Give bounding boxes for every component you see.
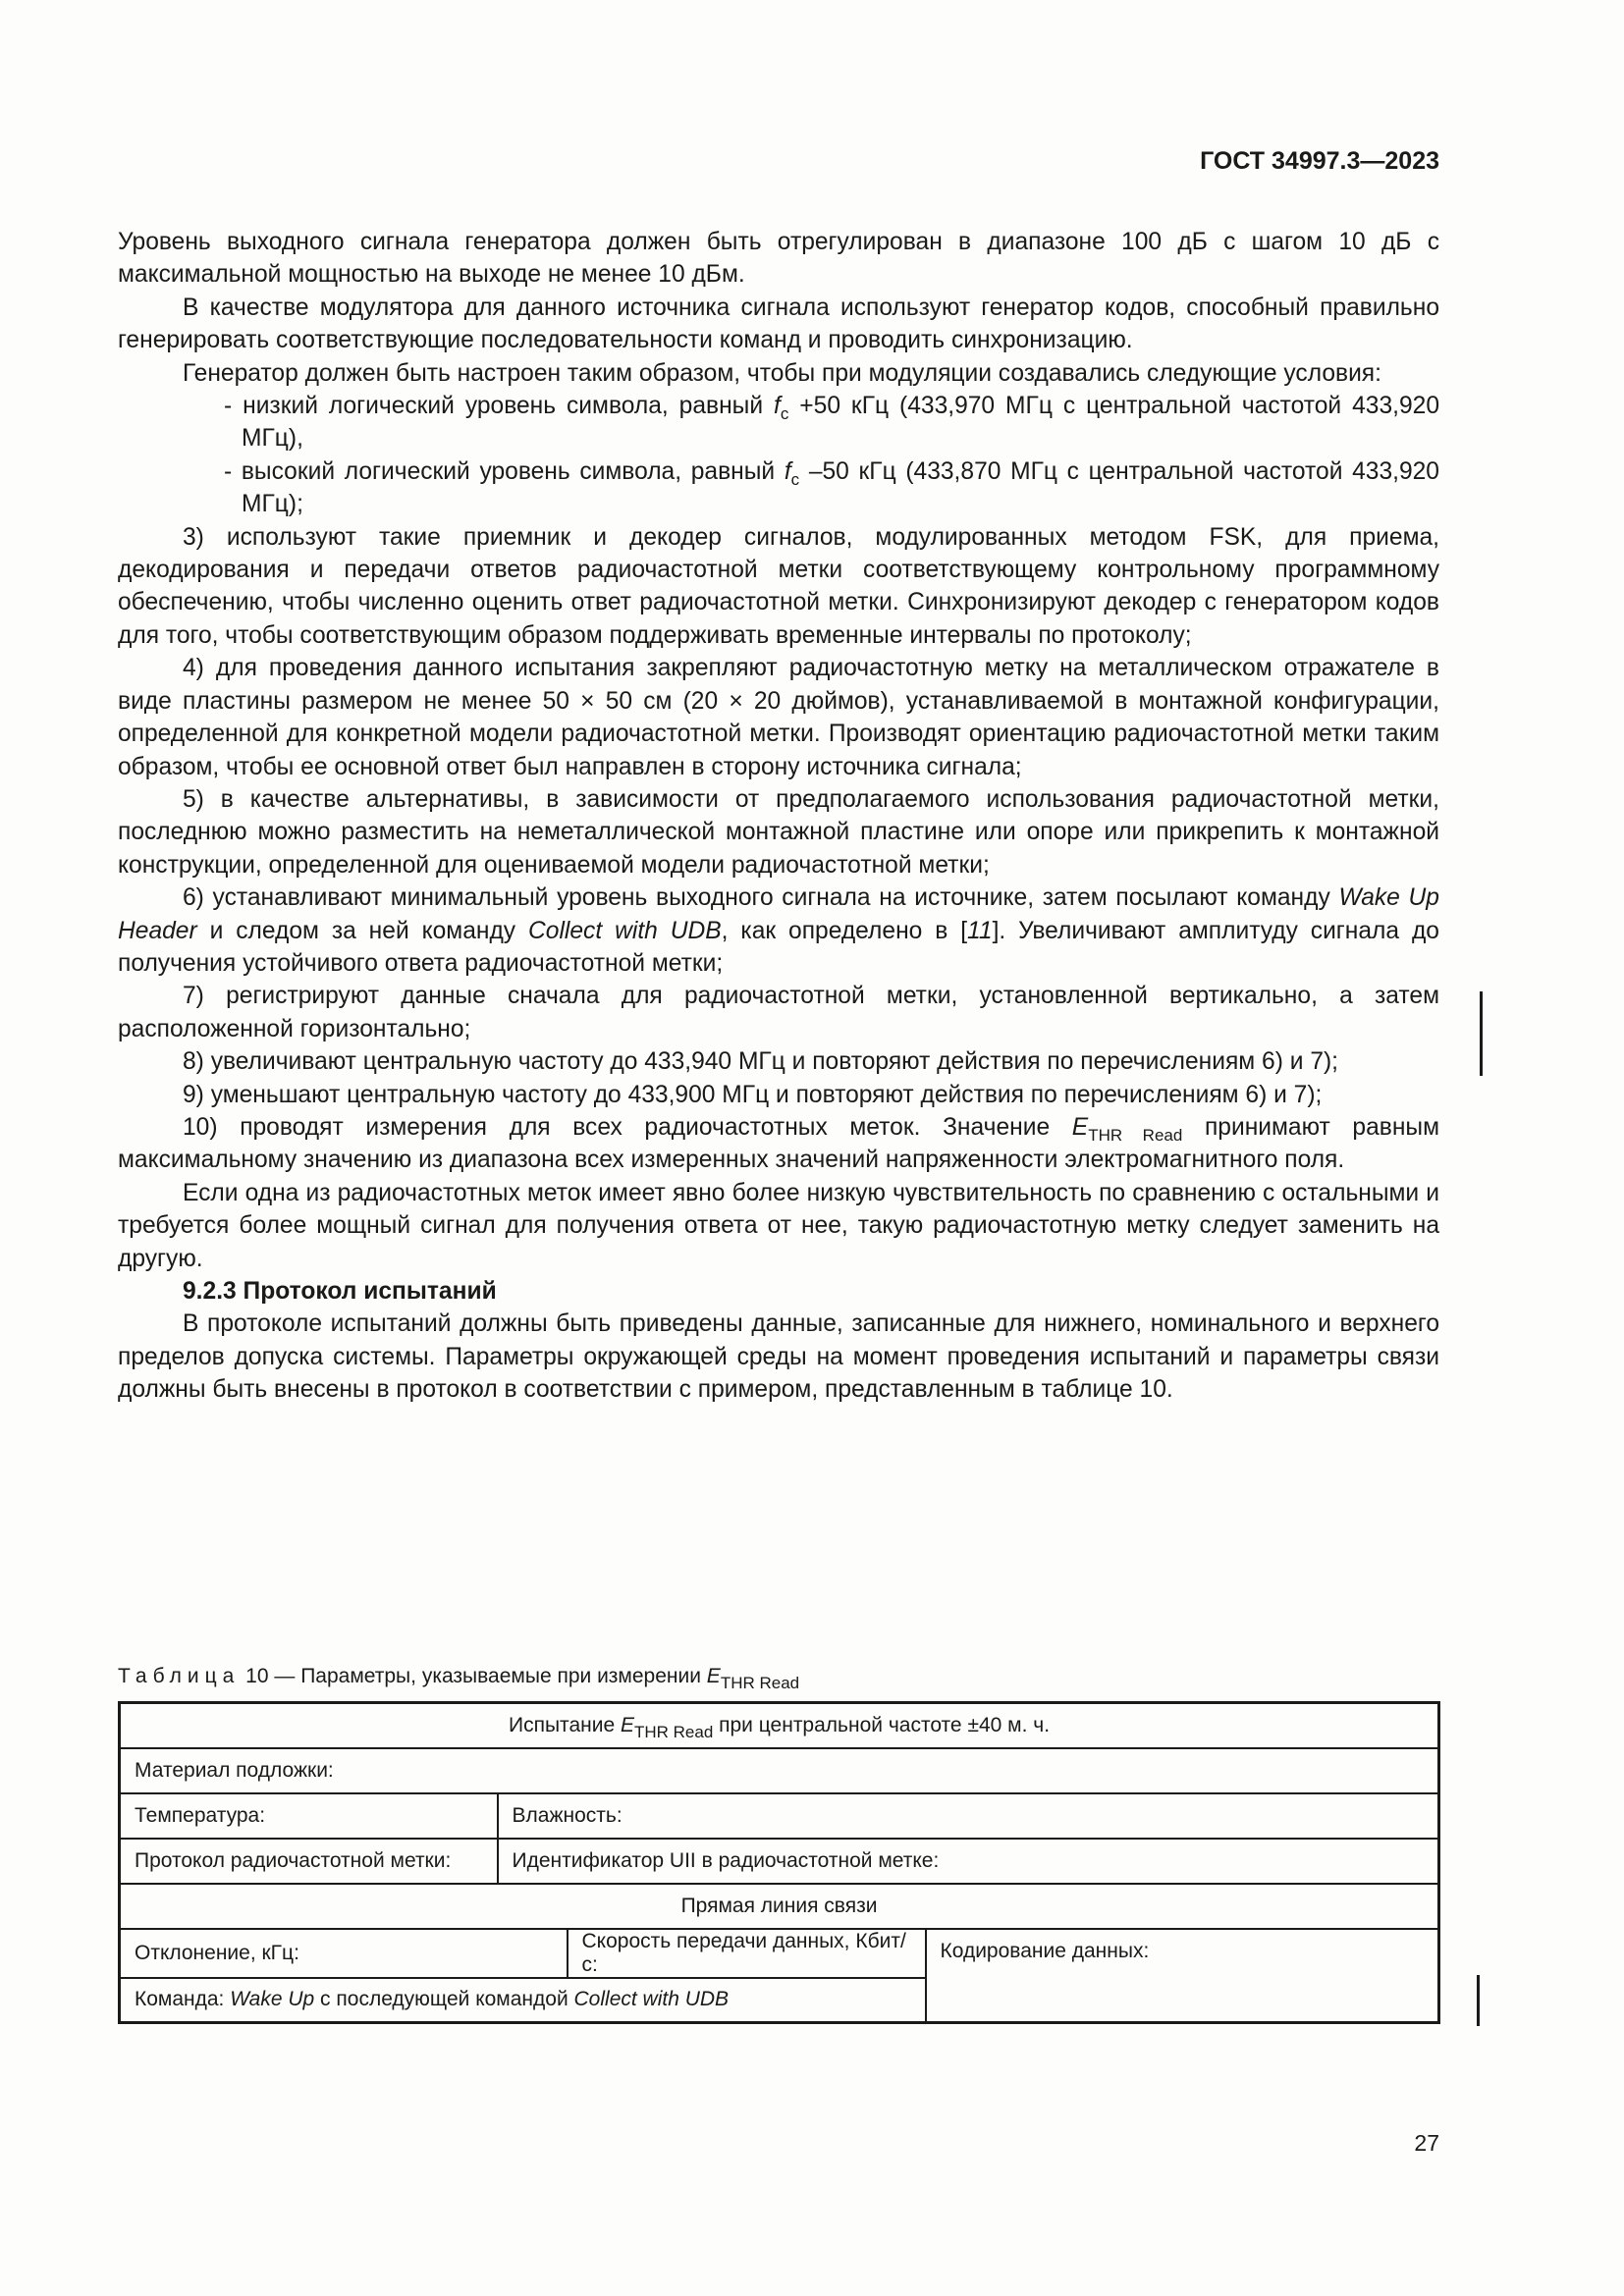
- table-cell: Влажность:: [498, 1793, 1439, 1839]
- table-cell: Материал подложки:: [120, 1748, 1439, 1793]
- list-item: 7) регистрируют данные сначала для радиочастотной метки, установленной вертикально, а затем расположенной горизонтально;: [118, 983, 1439, 1042]
- section-heading: 9.2.3 Протокол испытаний: [183, 1278, 497, 1305]
- paragraph: Если одна из радиочастотных меток имеет явно более низкую чувствительность по сравнению с остальными и требуется более мощный сигнал для получения ответа от нее, такую радиочастотную метку следует заменить на другую.: [118, 1179, 1439, 1272]
- list-item: 3) используют такие приемник и декодер сигналов, модулированных методом FSK, для приема, декодирования и передачи ответов радиочастотной метки соответствующему контрольному программному обеспечению, чтобы численно оценить ответ радиочастотной метки. Синхронизируют декодер с генератором кодов для того, чтобы соответствующим образом поддерживать временные интервалы по протоколу;: [118, 523, 1439, 649]
- body-text: [118, 226, 1439, 1407]
- table-cell: Температура:: [120, 1793, 498, 1839]
- list-item: 6) устанавливают минимальный уровень выходного сигнала на источнике, затем посылают команду Wake Up Header и следом за ней команду Collect with UDB, как определено в [11]. Увеличивают амплитуду сигнала до получения устойчивого ответа радиочастотной метки;: [118, 884, 1439, 977]
- list-item: 4) для проведения данного испытания закрепляют радиочастотную метку на металлическом отражателе в виде пластины размером не менее 50 × 50 см (20 × 20 дюймов), устанавливаемой в монтажной конфигурации, определенной для конкретной модели радиочастотной метки. Производят ориентацию радиочастотной метки таким образом, чтобы ее основной ответ был направлен в сторону источника сигнала;: [118, 655, 1439, 780]
- list-item-dash: - высокий логический уровень символа, равный $f_c$ –50 кГц (433,870 МГц с центральной частотой 433,920 МГц);: [224, 457, 1439, 518]
- table-cell: Команда: Wake Up с последующей командой Collect with UDB: [120, 1978, 926, 2023]
- paragraph: Уровень выходного сигнала генератора должен быть отрегулирован в диапазоне 100 дБ с шагом 10 дБ с максимальной мощностью на выходе не менее 10 дБм.: [118, 229, 1439, 289]
- table-cell: Скорость передачи данных, Кбит/с:: [568, 1929, 926, 1978]
- table-cell: Отклонение, кГц:: [120, 1929, 568, 1978]
- parameters-table: [118, 1701, 1440, 2024]
- change-bar: [1477, 1975, 1480, 2026]
- table-title-cell: Испытание $E_{THR Read}$ при центральной частоте ±40 м. ч.: [120, 1703, 1439, 1748]
- table-cell: Идентификатор UII в радиочастотной метке:: [498, 1839, 1439, 1884]
- paragraph: В протоколе испытаний должны быть приведены данные, записанные для нижнего, номинального и верхнего пределов допуска системы. Параметры окружающей среды на момент проведения испытаний и параметры связи должны быть внесены в протокол в соответствии с примером, представленным в таблице 10.: [118, 1310, 1439, 1404]
- paragraph: Генератор должен быть настроен таким образом, чтобы при модуляции создавались следующие условия:: [183, 359, 1381, 387]
- document-code: ГОСТ 34997.3—2023: [1200, 147, 1439, 175]
- table-cell: Протокол радиочастотной метки:: [120, 1839, 498, 1884]
- list-item: 9) уменьшают центральную частоту до 433,900 МГц и повторяют действия по перечислениям 6) и 7);: [183, 1081, 1323, 1108]
- list-item-dash: - низкий логический уровень символа, равный $f_c +50$ кГц (433,970 МГц с центральной частотой 433,920 МГц),: [224, 393, 1439, 453]
- table-caption: Таблица 10 — Параметры, указываемые при измерении $E_{THR Read}$: [118, 1665, 800, 1692]
- list-item: 5) в качестве альтернативы, в зависимости от предполагаемого использования радиочастотной метки, последнюю можно разместить на неметаллической монтажной пластине или опоре или прикрепить к монтажной конструкции, определенной для оцениваемой модели радиочастотной метки;: [118, 785, 1439, 879]
- list-item: 10) проводят измерения для всех радиочастотных меток. Значение $E_{THR Read}$ принимают равным максимальному значению из диапазона всех измеренных значений напряженности электромагнитного поля.: [118, 1113, 1439, 1174]
- list-item: 8) увеличивают центральную частоту до 433,940 МГц и повторяют действия по перечислениям 6) и 7);: [183, 1048, 1339, 1076]
- table-cell: Кодирование данных:: [926, 1929, 1439, 2023]
- paragraph: В качестве модулятора для данного источника сигнала используют генератор кодов, способный правильно генерировать соответствующие последовательности команд и проводить синхронизацию.: [118, 294, 1439, 354]
- change-bar: [1480, 991, 1483, 1076]
- page-number: 27: [1414, 2130, 1439, 2156]
- table-section-cell: Прямая линия связи: [120, 1884, 1439, 1929]
